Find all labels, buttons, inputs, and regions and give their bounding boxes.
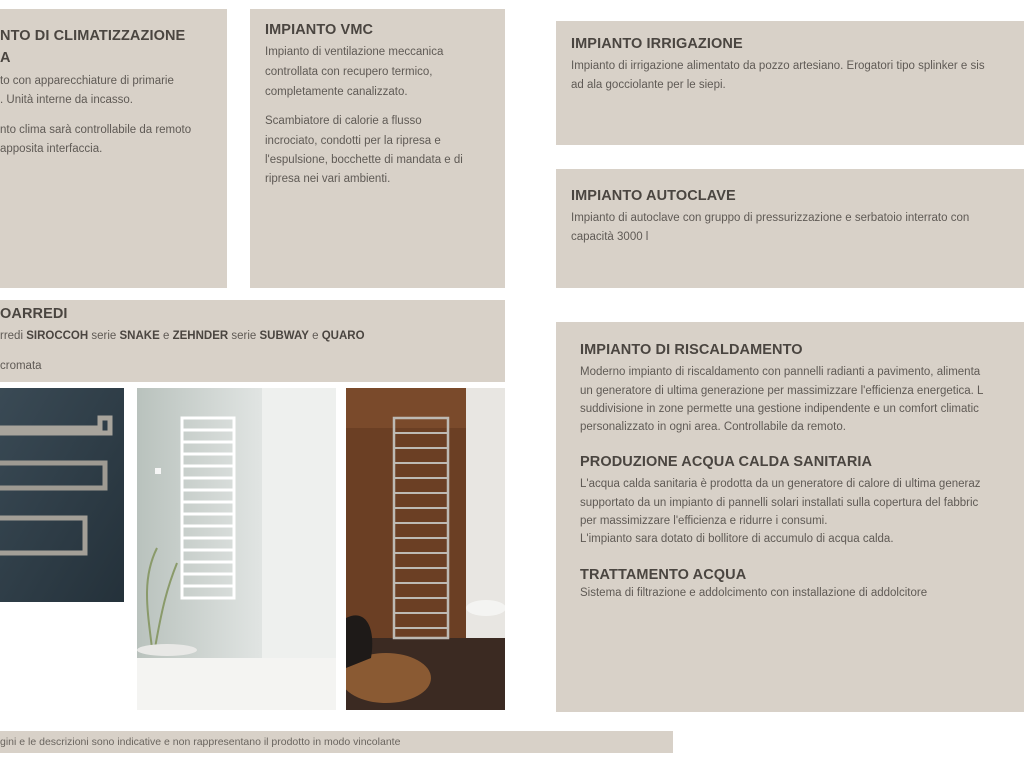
riscaldamento-text-1: Moderno impianto di riscaldamento con pannelli radianti a pavimento, alimenta [580,366,981,378]
acqua-calda-title: PRODUZIONE ACQUA CALDA SANITARIA [580,454,873,470]
arredi-text-2: cromata [0,360,42,372]
arredi-text-p1: rredi [0,330,27,342]
brand-zehnder: ZEHNDER [172,330,229,342]
climatizzazione-text-1: to con apparecchiature di primarie [0,75,174,87]
brand-sirocco: SIROCCOH [26,330,89,342]
autoclave-text-2: capacità 3000 l [571,231,649,243]
disclaimer-footer [0,731,673,753]
vmc-text-6: l'espulsione, bocchette di mandata e di [265,154,463,166]
photo-subway-radiator [137,388,336,710]
vmc-text-7: ripresa nei vari ambienti. [265,173,391,185]
series-quaro: QUARO [321,330,365,342]
series-snake: SNAKE [119,330,160,342]
climatizzazione-text-2: . Unità interne da incasso. [0,94,133,106]
climatizzazione-text-3: nto clima sarà controllabile da remoto [0,124,192,136]
vmc-panel [250,9,505,288]
arredi-text-p3: e [159,330,173,342]
climatizzazione-panel [0,9,227,288]
disclaimer-text: gini e le descrizioni sono indicative e non rappresentano il prodotto in modo vincolante [0,736,401,748]
photo-snake-radiator [0,388,124,602]
vmc-text-5: incrociato, condotti per la ripresa e [265,135,441,147]
riscaldamento-text-2: un generatore di ultima generazione per massimizzare l'efficienza energetica. L [580,385,984,397]
arredi-text-p2: serie [88,330,120,342]
trattamento-title: TRATTAMENTO ACQUA [580,567,747,583]
vmc-text-3: completamente canalizzato. [265,86,408,98]
autoclave-text-1: Impianto di autoclave con gruppo di pressurizzazione e serbatoio interrato con [571,212,970,224]
photo-quaro-radiator [346,388,505,710]
series-subway: SUBWAY [259,330,309,342]
acqua-calda-text-2: supportato da un impianto di pannelli solari installati sulla copertura del fabbric [580,497,979,509]
riscaldamento-text-3: suddivisione in zone permette una gestione indipendente e un comfort climatic [580,403,979,415]
arredi-text-p4: serie [228,330,260,342]
climatizzazione-title-line2: A [0,50,11,66]
riscaldamento-title: IMPIANTO DI RISCALDAMENTO [580,342,803,358]
arredi-text-1 [0,327,365,347]
irrigazione-text-1: Impianto di irrigazione alimentato da pozzo artesiano. Erogatori tipo splinker e sis [571,60,985,72]
vmc-text-2: controllata con recupero termico, [265,66,433,78]
climatizzazione-text-4: apposita interfaccia. [0,143,103,155]
arredi-text-p5: e [308,330,322,342]
vmc-text-1: Impianto di ventilazione meccanica [265,46,444,58]
acqua-calda-text-4: L'impianto sara dotato di bollitore di accumulo di acqua calda. [580,533,894,545]
irrigazione-title: IMPIANTO IRRIGAZIONE [571,36,743,52]
autoclave-panel [556,169,1024,288]
riscaldamento-text-4: personalizzato in ogni area. Controllabile da remoto. [580,421,846,433]
acqua-calda-text-1: L'acqua calda sanitaria è prodotta da un generatore di calore di ultima generaz [580,478,981,490]
arredi-title: OARREDI [0,306,68,322]
irrigazione-text-2: ad ala gocciolante per le siepi. [571,79,726,91]
acqua-calda-text-3: per massimizzare l'efficienza e ridurre i consumi. [580,515,828,527]
arredi-panel [0,300,505,382]
riscaldamento-panel [556,322,1024,712]
autoclave-title: IMPIANTO AUTOCLAVE [571,188,736,204]
trattamento-text: Sistema di filtrazione e addolcimento con installazione di addolcitore [580,587,928,599]
irrigazione-panel [556,21,1024,145]
climatizzazione-title-line1: NTO DI CLIMATIZZAZIONE [0,28,186,44]
vmc-text-4: Scambiatore di calorie a flusso [265,115,422,127]
vmc-title: IMPIANTO VMC [265,22,374,38]
